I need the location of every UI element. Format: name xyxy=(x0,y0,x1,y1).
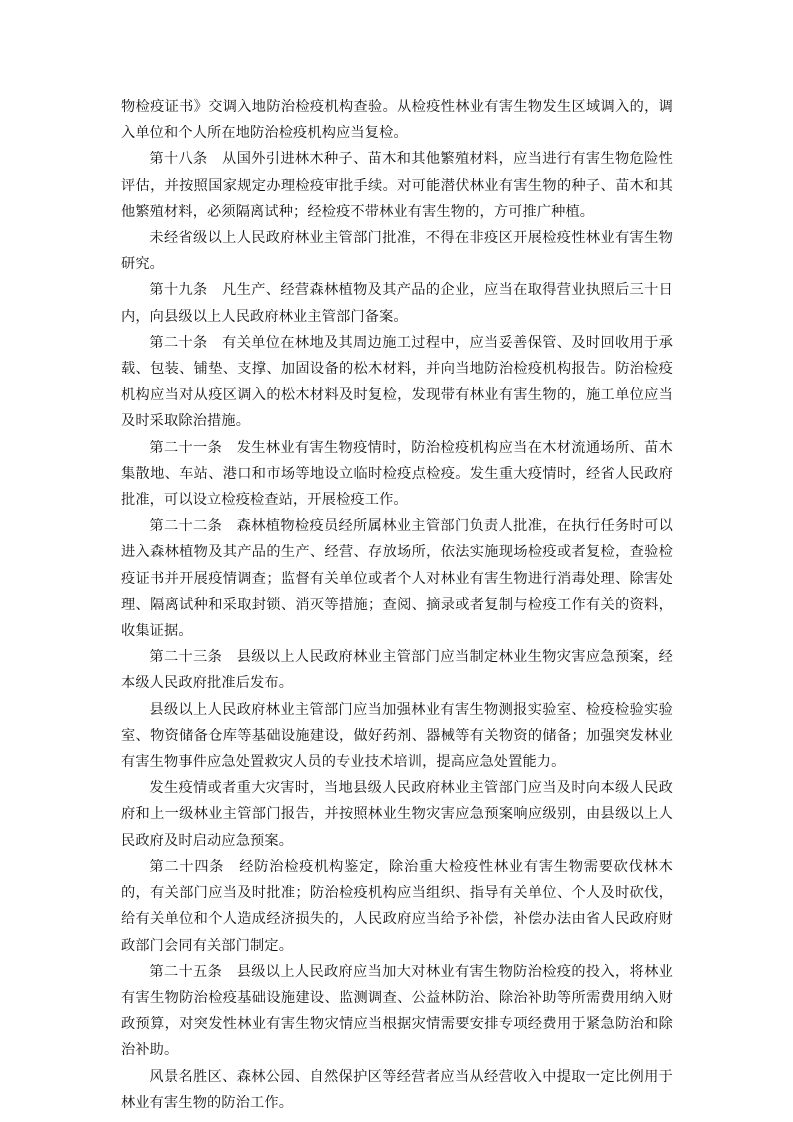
paragraph-continued: 物检疫证书》交调入地防治检疫机构查验。从检疫性林业有害生物发生区域调入的，调入单位和个人所在地防治检疫机构应当复检。 xyxy=(121,99,673,142)
article-25-paragraph: 第二十五条 县级以上人民政府应当加大对林业有害生物防治检疫的投入，将林业有害生物防治检疫基础设施建设、监测调查、公益林防治、除治补助等所需费用纳入财政预算，对突发性林业有害生物灾情应当根据灾情需要安排专项经费用于紧急防治和除治补助。 xyxy=(121,963,673,1059)
article-23-paragraph-2: 县级以上人民政府林业主管部门应当加强林业有害生物测报实验室、检疫检验实验室、物资储备仓库等基础设施建设，做好药剂、器械等有关物资的储备；加强突发林业有害生物事件应急处置救灾人员的专业技术培训，提高应急处置能力。 xyxy=(121,701,673,771)
document-page xyxy=(121,94,673,1116)
article-23-paragraph-3: 发生疫情或者重大灾害时，当地县级人民政府林业主管部门应当及时向本级人民政府和上一级林业主管部门报告，并按照林业生物灾害应急预案响应级别，由县级以上人民政府及时启动应急预案。 xyxy=(121,780,673,849)
article-25-paragraph-2: 风景名胜区、森林公园、自然保护区等经营者应当从经营收入中提取一定比例用于林业有害生物的防治工作。 xyxy=(121,1068,673,1111)
article-20-paragraph: 第二十条 有关单位在林地及其周边施工过程中，应当妥善保管、及时回收用于承载、包装、铺垫、支撑、加固设备的松木材料，并向当地防治检疫机构报告。防治检疫机构应当对从疫区调入的松木材料及时复检，发现带有林业有害生物的，施工单位应当及时采取除治措施。 xyxy=(121,334,673,430)
article-22-paragraph: 第二十二条 森林植物检疫员经所属林业主管部门负责人批准，在执行任务时可以进入森林植物及其产品的生产、经营、存放场所，依法实施现场检疫或者复检，查验检疫证书并开展疫情调查；监督有关单位或者个人对林业有害生物进行消毒处理、除害处理、隔离试种和采取封锁、消灭等措施；查阅、摘录或者复制与检疫工作有关的资料，收集证据。 xyxy=(121,518,673,640)
article-19-paragraph: 第十九条 凡生产、经营森林植物及其产品的企业，应当在取得营业执照后三十日内，向县级以上人民政府林业主管部门备案。 xyxy=(121,282,673,325)
article-18-paragraph: 第十八条 从国外引进林木种子、苗木和其他繁殖材料，应当进行有害生物危险性评估，并按照国家规定办理检疫审批手续。对可能潜伏林业有害生物的种子、苗木和其他繁殖材料，必须隔离试种；经检疫不带林业有害生物的，方可推广种植。 xyxy=(121,151,673,220)
article-18-paragraph-2: 未经省级以上人民政府林业主管部门批准，不得在非疫区开展检疫性林业有害生物研究。 xyxy=(121,230,673,273)
article-24-paragraph: 第二十四条 经防治检疫机构鉴定，除治重大检疫性林业有害生物需要砍伐林木的，有关部门应当及时批准；防治检疫机构应当组织、指导有关单位、个人及时砍伐，给有关单位和个人造成经济损失的，人民政府应当给予补偿，补偿办法由省人民政府财政部门会同有关部门制定。 xyxy=(121,858,673,954)
article-23-paragraph: 第二十三条 县级以上人民政府林业主管部门应当制定林业生物灾害应急预案，经本级人民政府批准后发布。 xyxy=(121,649,673,692)
article-21-paragraph: 第二十一条 发生林业有害生物疫情时，防治检疫机构应当在木材流通场所、苗木集散地、车站、港口和市场等地设立临时检疫点检疫。发生重大疫情时，经省人民政府批准，可以设立检疫检查站，开展检疫工作。 xyxy=(121,439,673,509)
